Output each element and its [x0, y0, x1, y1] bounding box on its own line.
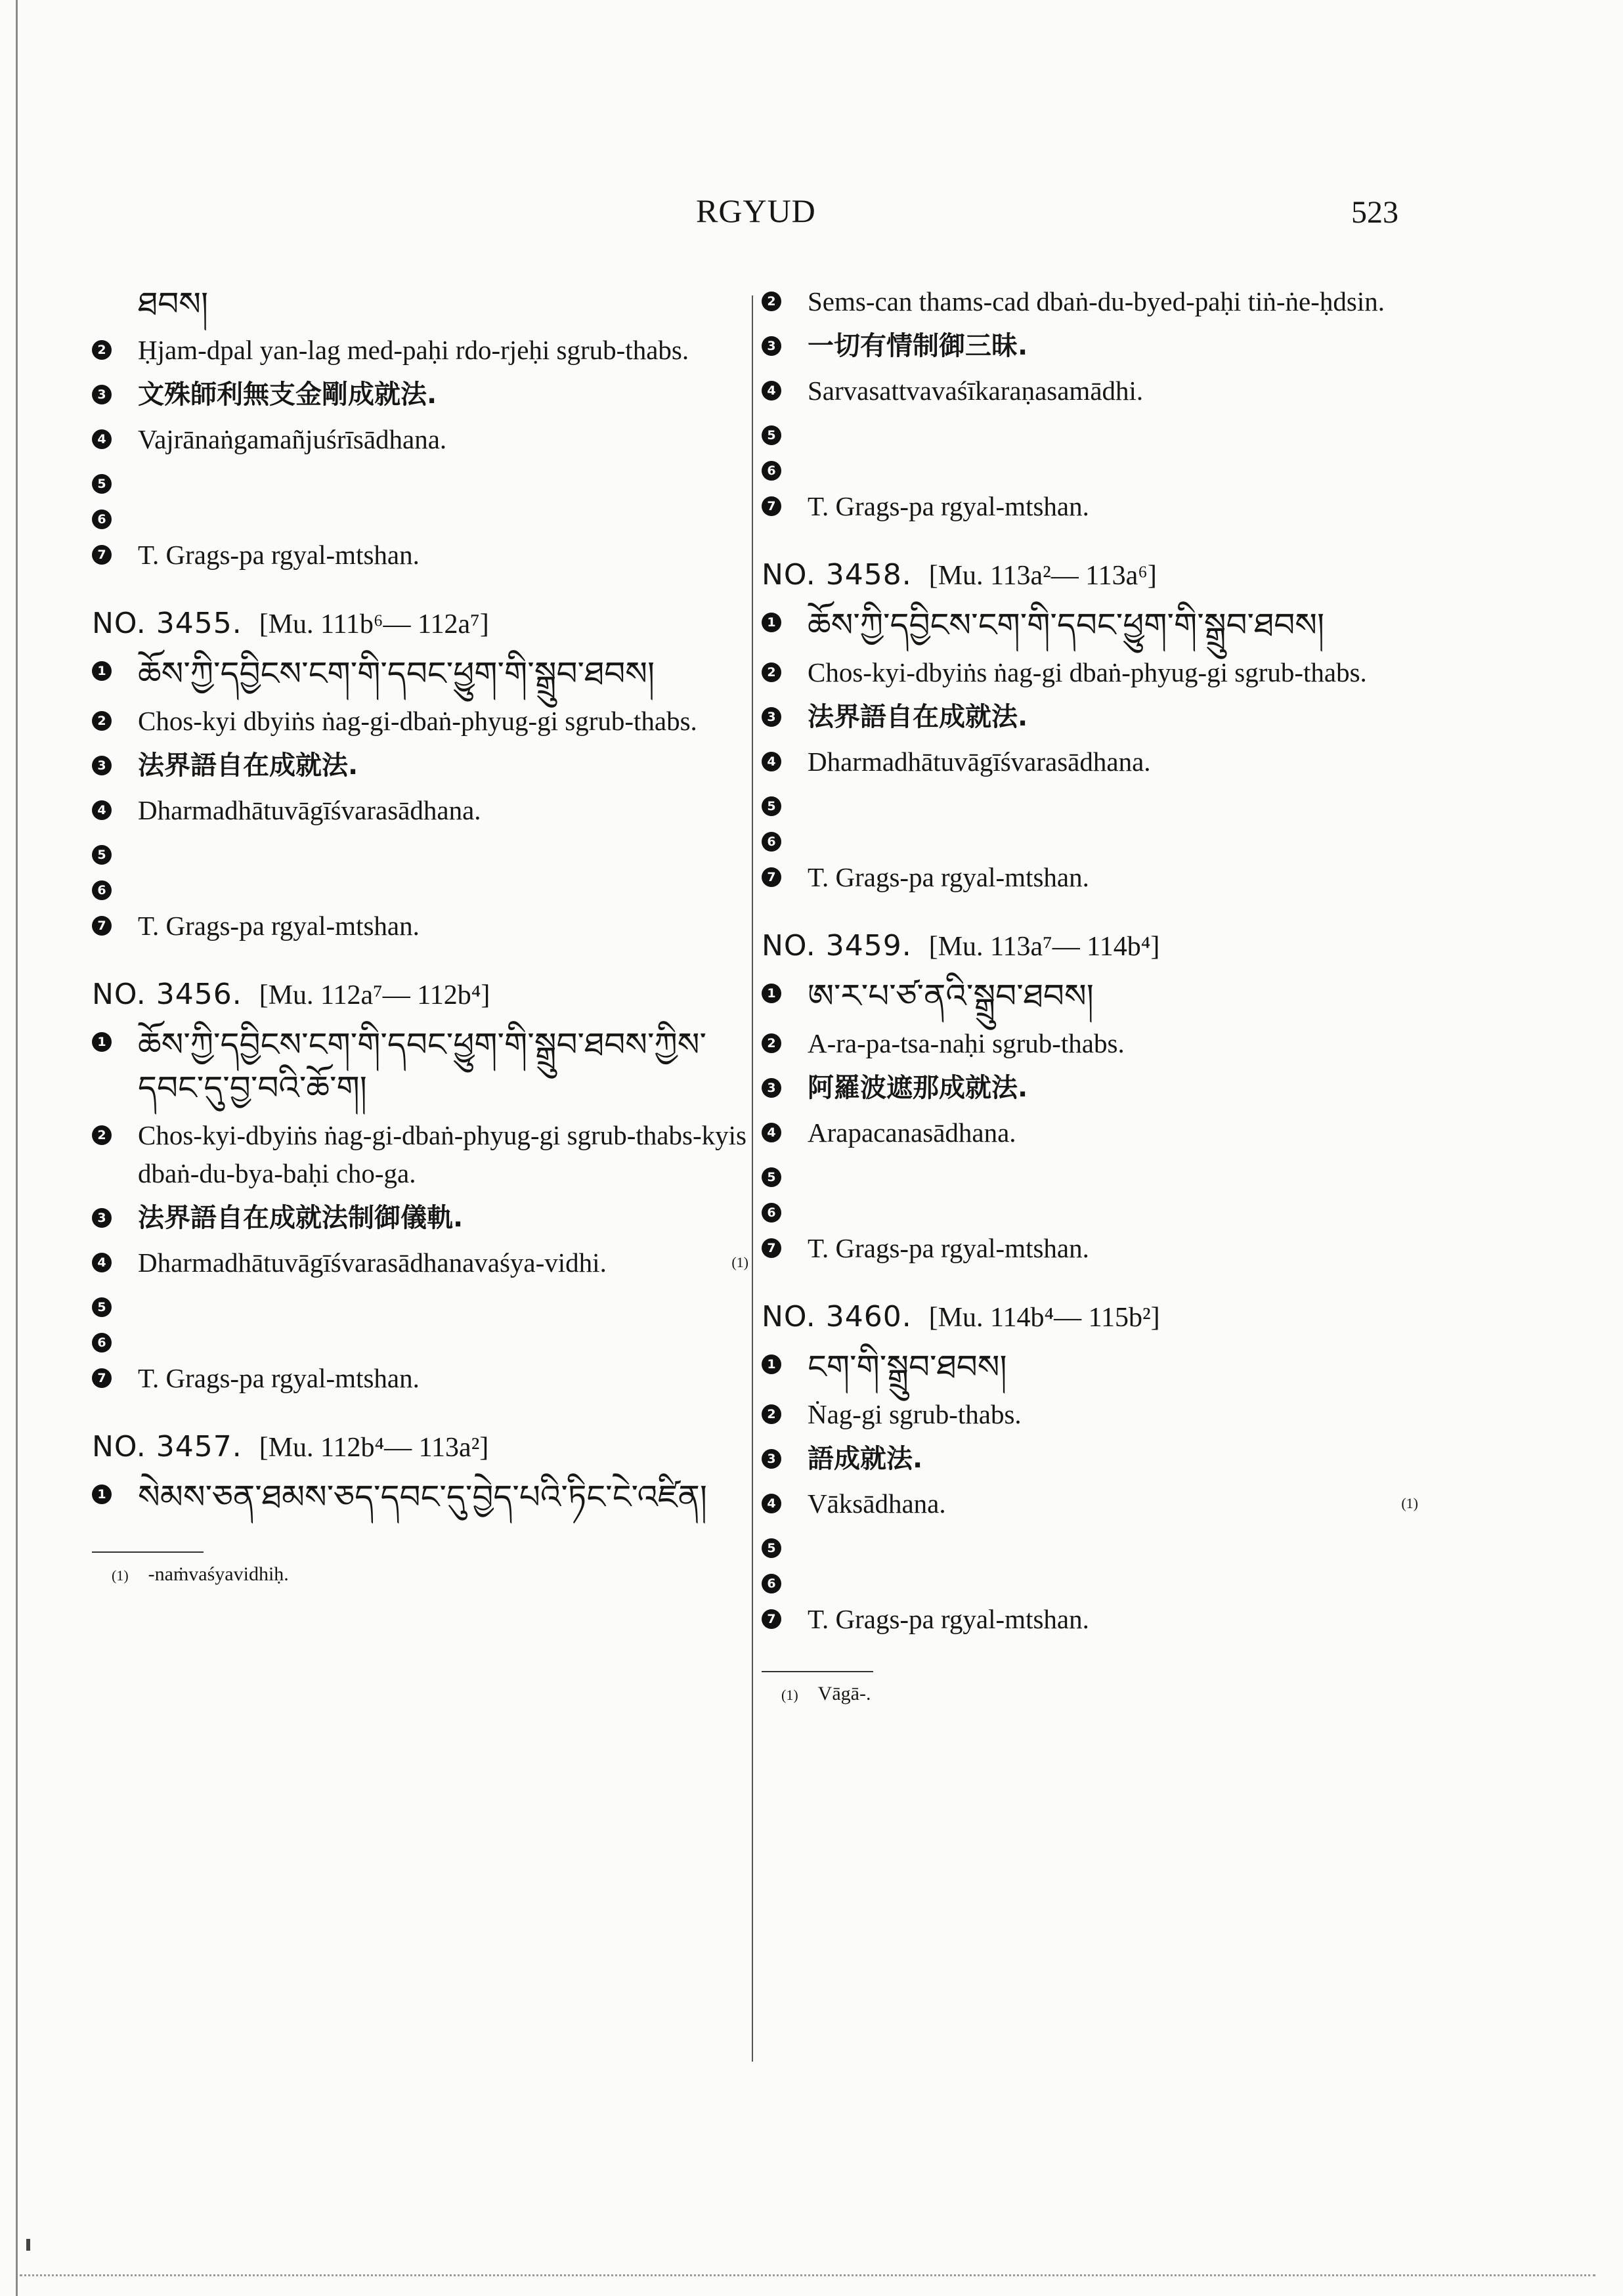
footnote-marker: (1): [781, 1687, 798, 1703]
circled-number-icon: 1: [92, 1484, 112, 1504]
circled-number-icon: 2: [762, 1033, 781, 1053]
entry-number: NO. 3456.: [92, 978, 242, 1011]
circled-number-icon: 4: [92, 800, 112, 820]
entry-field-2: [762, 1395, 1418, 1433]
entry-field-2: [762, 653, 1418, 691]
circled-number-icon: 6: [762, 832, 781, 852]
entry-field-text: Chos-kyi-dbyiṅs ṅag-gi-dbaṅ-phyug-gi sgrub-thabs-kyis dbaṅ-du-bya-baḥi cho-ga.: [138, 1120, 747, 1188]
entry-field-7: [762, 1229, 1418, 1267]
circled-number-icon: 7: [92, 545, 112, 565]
circled-number-icon: 5: [762, 1167, 781, 1187]
footnote-marker: (1): [731, 1254, 748, 1270]
circled-number-icon: 7: [92, 1368, 112, 1388]
entry-field-3: [92, 1199, 748, 1237]
entry-field-7: [92, 536, 748, 574]
entry-field-7: [762, 858, 1418, 896]
entry-field-text: Arapacanasādhana.: [808, 1117, 1016, 1148]
circled-number-icon: 4: [762, 1123, 781, 1142]
page-left-edge-line: [16, 0, 18, 2296]
scan-bottom-edge: [20, 2274, 1595, 2276]
circled-number-icon: 4: [762, 381, 781, 401]
entry-field-6: [762, 823, 1418, 852]
entry-field-text: T. Grags-pa rgyal-mtshan.: [138, 911, 420, 941]
entry-field-5: [762, 416, 1418, 445]
entry-field-4: [762, 1484, 1418, 1523]
folio-reference: [Mu. 111b⁶— 112a⁷]: [259, 609, 489, 639]
entry-field-text: ཆོས་ཀྱི་དབྱིངས་ངག་གི་དབང་ཕྱུག་གི་སྒྲུབ་ཐབས།: [808, 606, 1325, 644]
footnote: [781, 1683, 1418, 1705]
entry-field-text: 法界語自在成就法.: [138, 750, 358, 781]
entry-field-5: [92, 465, 748, 494]
entry-number: NO. 3460.: [762, 1300, 912, 1333]
entry-field-text: A-ra-pa-tsa-naḥi sgrub-thabs.: [808, 1028, 1125, 1058]
entry-field-text: 法界語自在成就法制御儀軌.: [138, 1203, 464, 1233]
entry-field-text: Dharmadhātuvāgīśvarasādhana.: [138, 795, 481, 825]
entry-field-4: [92, 1244, 748, 1282]
folio-reference: [Mu. 112a⁷— 112b⁴]: [259, 980, 490, 1010]
entry-number: NO. 3455.: [92, 607, 242, 640]
circled-number-icon: 4: [762, 752, 781, 771]
page-number: 523: [1351, 195, 1398, 230]
scan-artifact: [26, 2239, 30, 2251]
entry-field-4: [92, 420, 748, 458]
entry-field-6: [92, 500, 748, 529]
circled-number-icon: 2: [762, 662, 781, 682]
circled-number-icon: 6: [92, 1333, 112, 1353]
circled-number-icon: 3: [92, 756, 112, 775]
entry-field-text: T. Grags-pa rgyal-mtshan.: [808, 862, 1089, 892]
entry-field-1: [762, 1345, 1418, 1389]
circled-number-icon: 7: [92, 916, 112, 936]
circled-number-icon: 5: [92, 474, 112, 494]
folio-reference: [Mu. 112b⁴— 113a²]: [259, 1433, 489, 1463]
entry-field-1: [92, 1475, 748, 1519]
entry-heading: [762, 926, 1418, 966]
entry-field-3: [762, 1069, 1418, 1107]
entry-field-text: ཆོས་ཀྱི་དབྱིངས་ངག་གི་དབང་ཕྱུག་གི་སྒྲུབ་ཐབས་ཀྱིས་དབང་དུ་བྱ་བའི་ཆོ་ག།: [138, 1026, 706, 1107]
footnote-rule: [92, 1551, 204, 1553]
circled-number-icon: 1: [762, 613, 781, 632]
entry-field-text: 阿羅波遮那成就法.: [808, 1073, 1028, 1103]
entry-heading: [92, 604, 748, 644]
circled-number-icon: 6: [762, 461, 781, 481]
entry-field-text: Dharmadhātuvāgīśvarasādhana.: [808, 747, 1151, 777]
entry-field-text: Sarvasattvavaśīkaraṇasamādhi.: [808, 376, 1144, 406]
circled-number-icon: 6: [92, 509, 112, 529]
entry-field-text: T. Grags-pa rgyal-mtshan.: [808, 1604, 1089, 1634]
circled-number-icon: 1: [762, 984, 781, 1003]
footnote: [112, 1563, 748, 1586]
entry-heading: [92, 975, 748, 1015]
entry-field-2: [92, 331, 748, 369]
folio-reference: [Mu. 113a²— 113a⁶]: [928, 561, 1157, 591]
entry-field-text: Sems-can thams-cad dbaṅ-du-byed-paḥi tiṅ-ṅe-ḥdsin.: [808, 286, 1385, 316]
circled-number-icon: 1: [762, 1354, 781, 1374]
entry-field-1: [762, 603, 1418, 647]
circled-number-icon: 3: [92, 1208, 112, 1228]
entry-field-text: T. Grags-pa rgyal-mtshan.: [808, 491, 1089, 521]
entry-field-7: [762, 1600, 1418, 1638]
entry-heading: [762, 555, 1418, 596]
circled-number-icon: 7: [762, 1609, 781, 1629]
circled-number-icon: 7: [762, 1238, 781, 1258]
entry-field-2: [92, 1116, 748, 1192]
circled-number-icon: 4: [92, 1253, 112, 1272]
entry-field-text: སེམས་ཅན་ཐམས་ཅད་དབང་དུ་བྱེད་པའི་ཏིང་ངེ་འཛིན།: [138, 1478, 707, 1516]
entry-field-5: [92, 836, 748, 865]
entry-field-text: 一切有情制御三昧.: [808, 331, 1028, 361]
circled-number-icon: 2: [762, 1404, 781, 1424]
entry-field-text: Vāksādhana.: [808, 1488, 946, 1519]
circled-number-icon: 6: [762, 1574, 781, 1593]
entry-field-5: [762, 1529, 1418, 1558]
entry-field-text: Vajrānaṅgamañjuśrīsādhana.: [138, 424, 447, 454]
entry-field-3: [762, 1440, 1418, 1478]
circled-number-icon: 7: [762, 496, 781, 516]
circled-number-icon: 3: [762, 336, 781, 356]
entry-field-6: [762, 452, 1418, 481]
entry-field-2: [92, 702, 748, 740]
footnote-text: Vāgā-.: [817, 1683, 871, 1704]
entry-field-text: T. Grags-pa rgyal-mtshan.: [138, 540, 420, 570]
circled-number-icon: 2: [92, 1125, 112, 1145]
entry-field-4: [762, 1114, 1418, 1152]
circled-number-icon: 1: [92, 661, 112, 681]
entry-field-5: [762, 787, 1418, 816]
entry-field-5: [92, 1288, 748, 1317]
circled-number-icon: 5: [92, 845, 112, 865]
entry-field-3: [92, 376, 748, 414]
footnote-rule: [762, 1671, 873, 1672]
entry-field-text: 文殊師利無支金剛成就法.: [138, 379, 437, 410]
entry-heading: [762, 1297, 1418, 1337]
entry-field-text: T. Grags-pa rgyal-mtshan.: [138, 1363, 420, 1393]
circled-number-icon: 1: [92, 1032, 112, 1052]
circled-number-icon: 2: [92, 340, 112, 360]
entry-number: NO. 3457.: [92, 1430, 242, 1463]
footnote-marker: (1): [112, 1567, 129, 1584]
folio-reference: [Mu. 114b⁴— 115b²]: [928, 1303, 1160, 1333]
folio-reference: [Mu. 113a⁷— 114b⁴]: [928, 932, 1160, 962]
circled-number-icon: 2: [92, 711, 112, 731]
entry-field-4: [762, 372, 1418, 410]
entry-field-4: [92, 791, 748, 829]
circled-number-icon: 7: [762, 867, 781, 887]
entry-field-text: ཆོས་ཀྱི་དབྱིངས་ངག་གི་དབང་ཕྱུག་གི་སྒྲུབ་ཐབས།: [138, 655, 655, 693]
entry-field-5: [762, 1158, 1418, 1187]
circled-number-icon: 5: [762, 1538, 781, 1558]
circled-number-icon: 6: [92, 880, 112, 900]
running-header: RGYUD: [696, 192, 816, 229]
circled-number-icon: 6: [762, 1203, 781, 1223]
entry-field-6: [92, 1324, 748, 1353]
right-column: [762, 282, 1418, 1705]
entry-field-7: [92, 907, 748, 945]
entry-field-1: [92, 1023, 748, 1110]
entry-field-text: Ṅag-gi sgrub-thabs.: [808, 1399, 1022, 1429]
footnote-marker: (1): [1401, 1495, 1418, 1511]
entry-field-3: [92, 747, 748, 785]
entry-field-3: [762, 698, 1418, 736]
circled-number-icon: 4: [762, 1494, 781, 1513]
circled-number-icon: 5: [762, 796, 781, 816]
entry-field-text: ཨ་ར་པ་ཙ་ནའི་སྒྲུབ་ཐབས།: [808, 977, 1094, 1015]
left-column: [92, 282, 748, 1586]
circled-number-icon: 5: [92, 1297, 112, 1317]
entry-field-2: [762, 1024, 1418, 1062]
entry-field-6: [762, 1565, 1418, 1593]
entry-field-7: [762, 487, 1418, 525]
circled-number-icon: 3: [762, 707, 781, 727]
circled-number-icon: 3: [762, 1449, 781, 1469]
entry-field-text: T. Grags-pa rgyal-mtshan.: [808, 1233, 1089, 1263]
entry-field-2: [762, 282, 1418, 320]
entry-field-4: [762, 743, 1418, 781]
entry-field-text: Chos-kyi-dbyiṅs ṅag-gi dbaṅ-phyug-gi sgrub-thabs.: [808, 657, 1367, 687]
tibetan-continuation: ཐབས།: [138, 285, 209, 323]
entry-field-text: 語成就法.: [808, 1444, 923, 1474]
entry-field-1: [762, 974, 1418, 1018]
footnote-text: -naṁvaśyavidhiḥ.: [148, 1563, 289, 1585]
entry-field-6: [762, 1194, 1418, 1223]
entry-field-text: Ḥjam-dpal yan-lag med-paḥi rdo-rjeḥi sgrub-thabs.: [138, 335, 689, 365]
entry-field-1: [92, 652, 748, 695]
entry-field-3: [762, 327, 1418, 365]
entry-number: NO. 3458.: [762, 558, 912, 592]
column-divider: [752, 295, 753, 2062]
entry-field-text: ངག་གི་སྒྲུབ་ཐབས།: [808, 1348, 1007, 1386]
circled-number-icon: 3: [762, 1078, 781, 1098]
entry-heading: [92, 1427, 748, 1467]
circled-number-icon: 4: [92, 429, 112, 449]
entry-field-text: 法界語自在成就法.: [808, 702, 1028, 732]
entry-field-text: Chos-kyi dbyiṅs ṅag-gi-dbaṅ-phyug-gi sgrub-thabs.: [138, 706, 697, 736]
entry-field-6: [92, 871, 748, 900]
entry-field-text: Dharmadhātuvāgīśvarasādhanavaśya-vidhi.: [138, 1247, 607, 1278]
entry-number: NO. 3459.: [762, 929, 912, 963]
circled-number-icon: 5: [762, 425, 781, 445]
circled-number-icon: 3: [92, 385, 112, 404]
entry-field-7: [92, 1359, 748, 1397]
circled-number-icon: 2: [762, 292, 781, 311]
